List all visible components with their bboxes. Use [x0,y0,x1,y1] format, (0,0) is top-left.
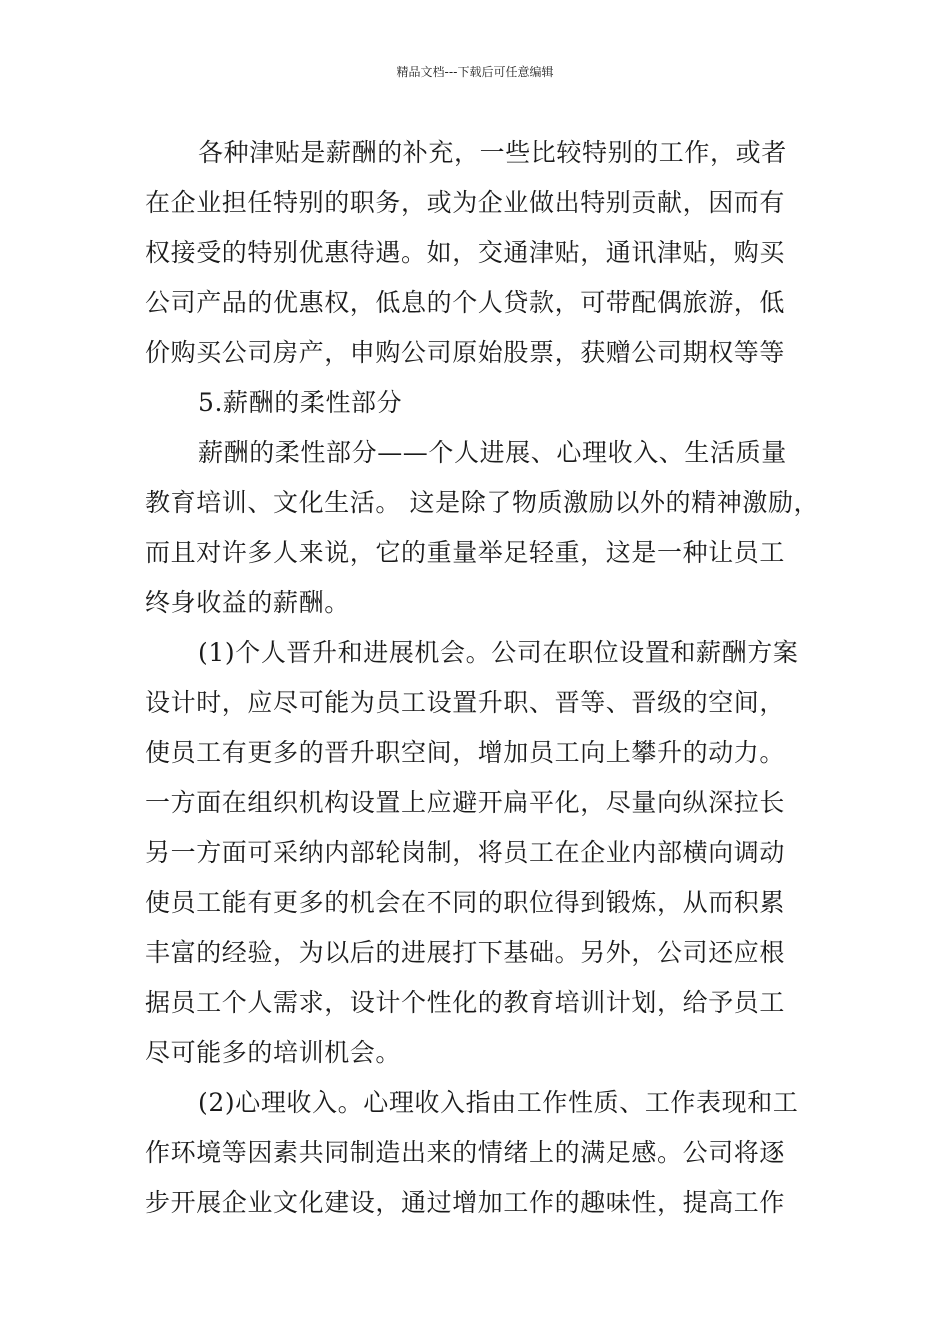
paragraph-line: 使员工能有更多的机会在不同的职位得到锻炼，从而积累 [145,888,786,917]
paragraph-line: 设计时，应尽可能为员工设置升职、晋等、晋级的空间， [145,688,786,717]
paragraph-line: 一方面在组织机构设置上应避开扁平化，尽量向纵深拉长 [145,788,786,817]
paragraph-line: 价购买公司房产，申购公司原始股票，获赠公司期权等等 [145,338,786,367]
paragraph-line: 终身收益的薪酬。 [145,588,350,617]
paragraph-line: 在企业担任特别的职务，或为企业做出特别贡献，因而有 [145,188,786,217]
paragraph-line: (1)个人晋升和进展机会。公司在职位设置和薪酬方案 [198,638,799,667]
paragraph-line: 据员工个人需求，设计个性化的教育培训计划，给予员工 [145,988,786,1017]
paragraph-line: 公司产品的优惠权，低息的个人贷款，可带配偶旅游，低 [145,288,786,317]
paragraph-line: 作环境等因素共同制造出来的情绪上的满足感。公司将逐 [145,1138,786,1167]
paragraph-line: 使员工有更多的晋升职空间，增加员工向上攀升的动力。 [145,738,786,767]
paragraph-line: 丰富的经验，为以后的进展打下基础。另外，公司还应根 [145,938,786,967]
paragraph-line: (2)心理收入。心理收入指由工作性质、工作表现和工 [198,1088,799,1117]
paragraph-line: 教育培训、文化生活。 这是除了物质激励以外的精神激励， [145,488,820,517]
page-header: 精品文档---下载后可任意编辑 [396,65,554,79]
paragraph-line: 另一方面可采纳内部轮岗制，将员工在企业内部横向调动 [145,838,786,867]
paragraph-line: 步开展企业文化建设，通过增加工作的趣味性，提高工作 [145,1188,786,1217]
paragraph-line: 而且对许多人来说，它的重量举足轻重，这是一种让员工 [145,538,786,567]
section-heading: 5.薪酬的柔性部分 [198,388,403,417]
document-body [145,128,825,1228]
paragraph-line: 尽可能多的培训机会。 [145,1038,402,1067]
paragraph-line: 各种津贴是薪酬的补充，一些比较特别的工作，或者 [198,138,787,167]
paragraph-line: 权接受的特别优惠待遇。如，交通津贴，通讯津贴，购买 [145,238,786,267]
paragraph-line: 薪酬的柔性部分——个人进展、心理收入、生活质量 [198,438,787,467]
